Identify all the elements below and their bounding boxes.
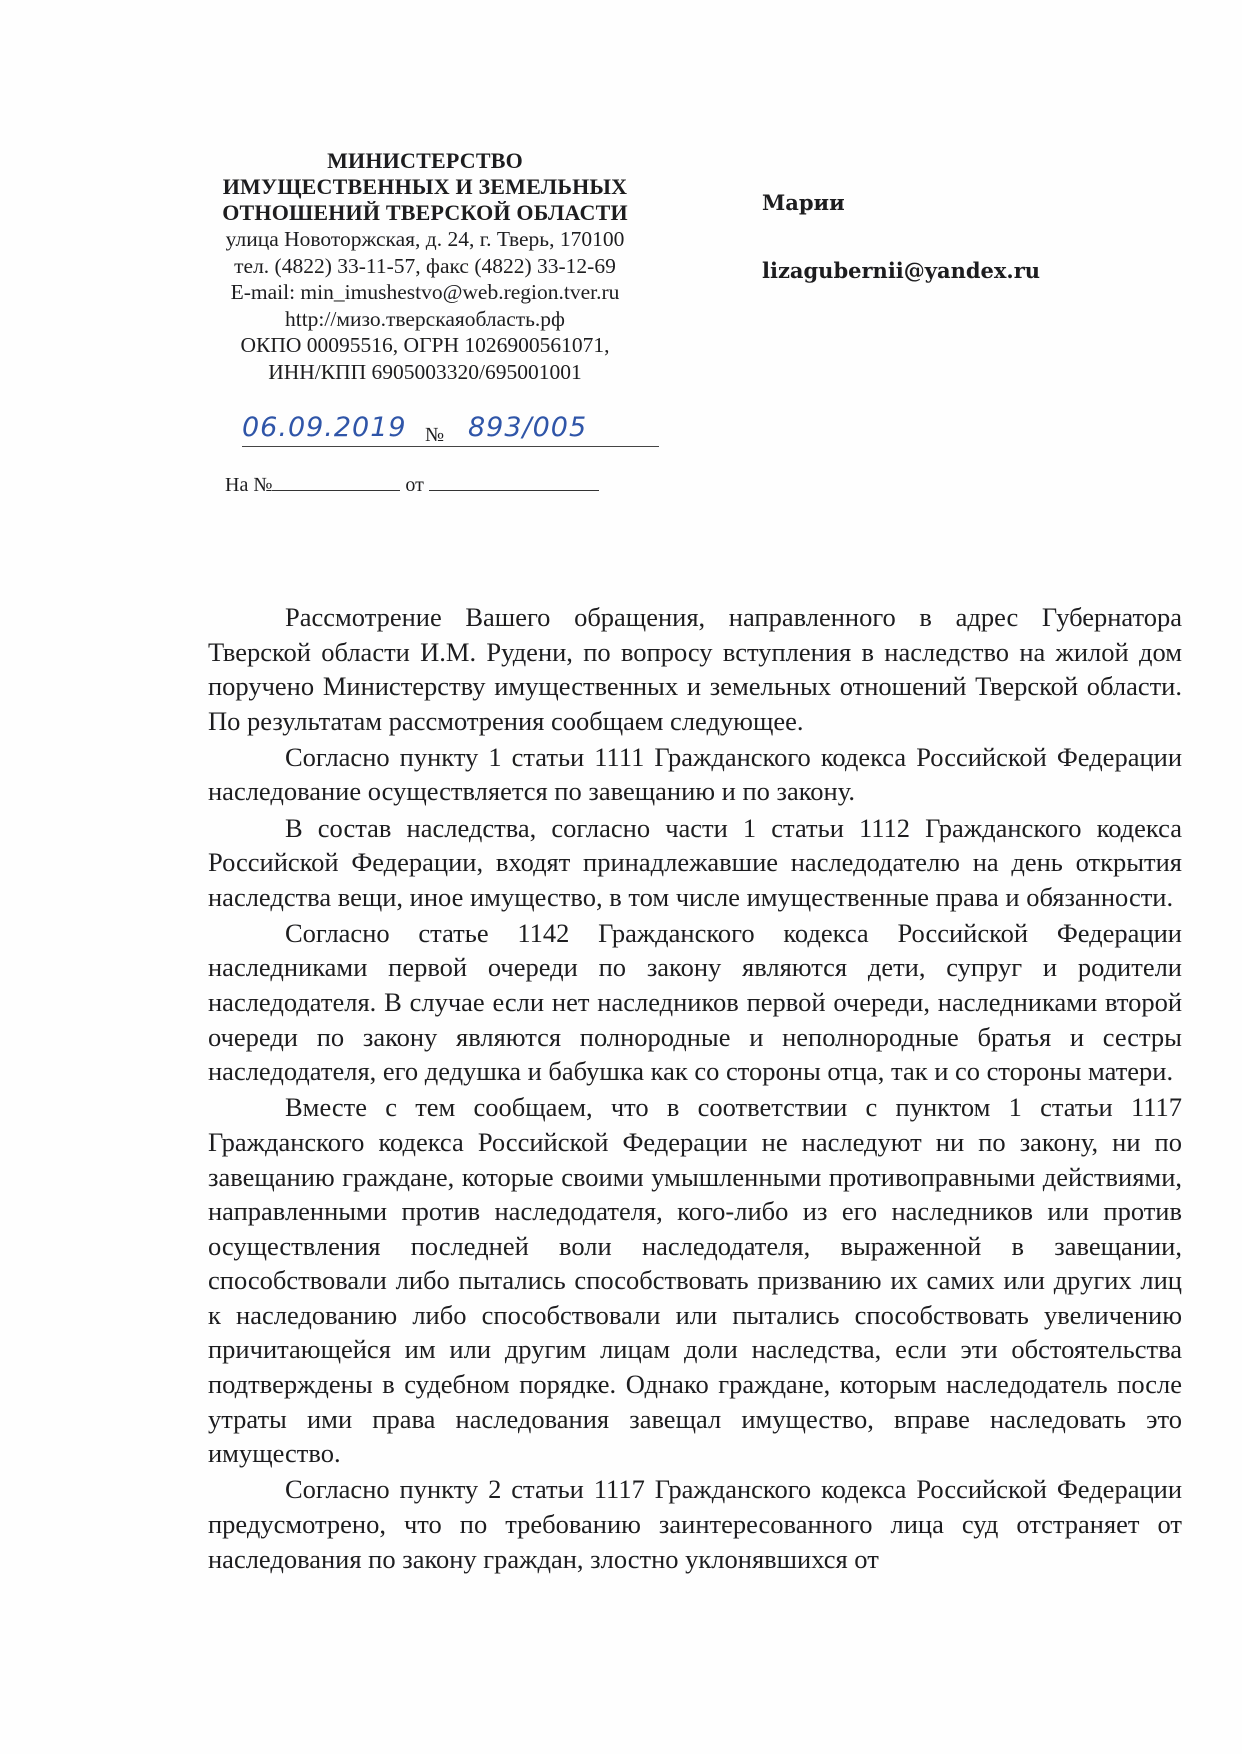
reply-reference-line: [225, 472, 599, 497]
reply-number-label: На №: [225, 474, 273, 496]
sender-address: улица Новоторжская, д. 24, г. Тверь, 170100: [225, 227, 625, 251]
sender-codes-line-2: ИНН/КПП 6905003320/695001001: [268, 359, 582, 384]
recipient-email: lizagubernii@yandex.ru: [762, 258, 1041, 283]
sender-letterhead: [180, 148, 670, 385]
org-name-line-3: ОТНОШЕНИЙ ТВЕРСКОЙ ОБЛАСТИ: [222, 200, 628, 225]
handwritten-number: 893/005: [468, 412, 588, 443]
recipient-name: Марии: [762, 190, 845, 215]
body-paragraph: Согласно пункту 2 статьи 1117 Гражданского кодекса Российской Федерации предусмотрено, что по требованию заинтересованного лица суд отстраняет от наследования по закону граждан, злостно уклонявшихся от: [208, 1474, 1182, 1574]
registration-line: [232, 410, 622, 446]
registration-underline: [242, 446, 659, 447]
handwritten-date: 06.09.2019: [242, 412, 407, 443]
body-paragraph: Согласно статье 1142 Гражданского кодекса Российской Федерации наследниками первой очереди по закону являются дети, супруг и родители наследодателя. В случае если нет наследников первой очереди, наследниками второй очереди по закону являются полнородные и неполнородные братья и сестры наследодателя, его дедушка и бабушка как со стороны отца, так и со стороны матери.: [208, 917, 1182, 1087]
sender-phones: тел. (4822) 33-11-57, факс (4822) 33-12-69: [234, 253, 616, 278]
sender-codes-line-1: ОКПО 00095516, ОГРН 1026900561071,: [240, 333, 610, 357]
body-paragraph: В состав наследства, согласно части 1 статьи 1112 Гражданского кодекса Российской Федерации, входят принадлежавшие наследодателю на день открытия наследства вещи, иное имущество, в том числе имущественные права и обязанности.: [208, 812, 1182, 912]
org-name-line-2: ИМУЩЕСТВЕННЫХ И ЗЕМЕЛЬНЫХ: [222, 174, 628, 199]
reply-number-blank: [272, 472, 400, 491]
org-name-line-1: МИНИСТЕРСТВО: [327, 148, 523, 173]
body-paragraph: Согласно пункту 1 статьи 1111 Гражданского кодекса Российской Федерации наследование осуществляется по завещанию и по закону.: [208, 741, 1182, 807]
body-paragraph: Рассмотрение Вашего обращения, направленного в адрес Губернатора Тверской области И.М. Рудени, по вопросу вступления в наследство на жилой дом поручено Министерству имущественных и земельных отношений Тверской области. По результатам рассмотрения сообщаем следующее.: [208, 602, 1182, 736]
letter-body: [208, 600, 1182, 1578]
body-paragraph: Вместе с тем сообщаем, что в соответствии с пунктом 1 статьи 1117 Гражданского кодекса Российской Федерации не наследуют ни по закону, ни по завещанию граждане, которые своими умышленными противоправными действиями, направленными против наследодателя, кого-либо из его наследников или против осуществления последней воли наследодателя, выраженной в завещании, способствовали либо пытались способствовать призванию их самих или других лиц к наследованию либо способствовали или пытались способствовать увеличению причитающейся им или другим лицам доли наследства, если эти обстоятельства подтверждены в судебном порядке. Однако граждане, которым наследодатель после утраты ими права наследования завещал имущество, вправе наследовать это имущество.: [208, 1092, 1182, 1469]
reply-date-blank: [429, 472, 599, 491]
sender-email: E-mail: min_imushestvo@web.region.tver.ru: [230, 280, 620, 304]
sender-website: http://мизо.тверскаяобласть.рф: [284, 306, 565, 331]
number-sign: №: [425, 424, 445, 446]
reply-date-label: от: [405, 474, 424, 496]
